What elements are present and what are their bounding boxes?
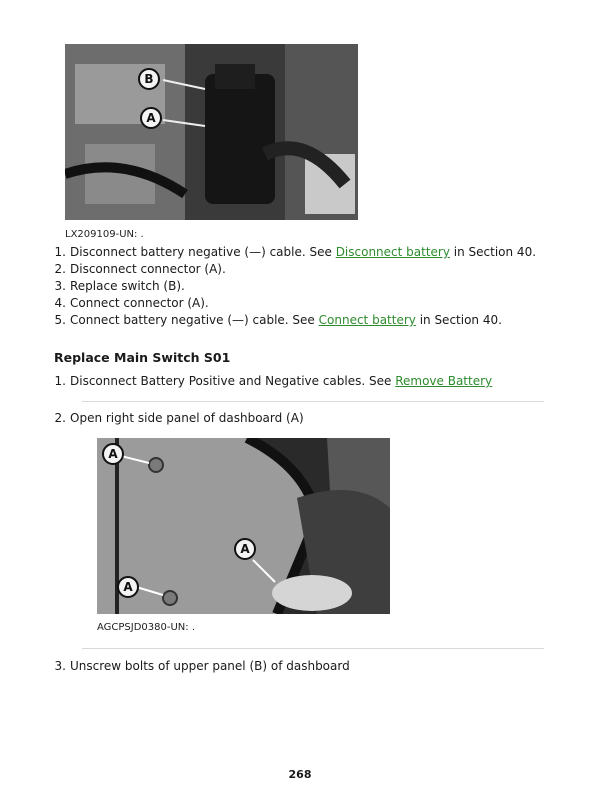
step-1: 1. Disconnect battery negative (—) cable. See Disconnect battery in Section 40. xyxy=(54,245,537,259)
step-5: 5. Connect battery negative (—) cable. See Connect battery in Section 40. xyxy=(54,313,502,327)
callout-b: B xyxy=(138,68,160,90)
main-switch-step-3: 3. Unscrew bolts of upper panel (B) of dashboard xyxy=(54,659,350,673)
dashboard-panel-photo xyxy=(97,438,390,614)
section-heading: Replace Main Switch S01 xyxy=(54,350,231,365)
dashboard-panel-photo-figure xyxy=(97,438,390,614)
main-switch-step-1: 1. Disconnect Battery Positive and Negative cables. See Remove Battery xyxy=(54,374,493,388)
disconnect-battery-link[interactable]: Disconnect battery xyxy=(335,245,450,259)
engine-photo xyxy=(65,44,358,220)
divider xyxy=(82,648,544,649)
remove-battery-link[interactable]: Remove Battery xyxy=(395,374,493,388)
step-2: 2. Disconnect connector (A). xyxy=(54,262,226,276)
figure2-caption: AGCPSJD0380-UN: . xyxy=(97,622,196,633)
figure1-caption: LX209109-UN: . xyxy=(65,229,144,240)
main-switch-step-2: 2. Open right side panel of dashboard (A) xyxy=(54,411,304,425)
connect-battery-link[interactable]: Connect battery xyxy=(318,313,416,327)
callout-a-middle: A xyxy=(234,538,256,560)
callout-a-top: A xyxy=(102,443,124,465)
page-number: 268 xyxy=(288,768,312,781)
step-4: 4. Connect connector (A). xyxy=(54,296,209,310)
callout-a: A xyxy=(140,107,162,129)
callout-a-bottom: A xyxy=(117,576,139,598)
step-3: 3. Replace switch (B). xyxy=(54,279,185,293)
engine-photo-figure xyxy=(65,44,358,220)
divider xyxy=(82,401,544,402)
